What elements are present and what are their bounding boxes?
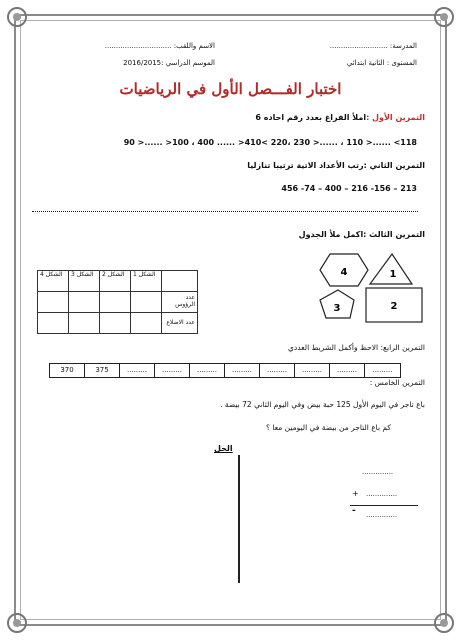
shape-number: 3 [333, 303, 341, 314]
school-year-label: الموسم الدراسي :2016/2015 [123, 59, 215, 67]
number-strip-cell[interactable]: ......... [260, 364, 295, 377]
operation-line[interactable]: .............. [362, 468, 394, 476]
table-answer-cell[interactable] [69, 313, 100, 334]
number-strip-cell[interactable]: ......... [155, 364, 190, 377]
exercise5-question-line: كم باع التاجر من بيضة في اليومين معا ؟ [265, 423, 391, 432]
exercise1-content: 118> ......< 110 ، ......< 230 ،220 >410< ...... 400 ، 100< ......< 90 [123, 138, 417, 147]
school-field: المدرسة: .......................... [329, 42, 417, 50]
shape-number: 4 [340, 267, 348, 278]
exercise1-heading [255, 113, 425, 123]
table-row-header: عدد الاضلاع [162, 313, 198, 334]
table-row-header: عدد الرؤوس [162, 292, 198, 313]
operation-result-line[interactable]: .............. [366, 511, 398, 519]
page-title: اختبار الفـــصل الأول في الرياضيات [119, 80, 342, 98]
corner-ornament-icon [429, 2, 459, 32]
level-label: المستوى : الثانية ابتدائي [346, 59, 417, 67]
plus-sign: + [352, 489, 359, 498]
name-field: الاسم واللقب: .............................. [104, 42, 215, 50]
exercise2-heading: التمرين الثاني :رتب الأعداد الاتية ترتيبا تنازليا [247, 161, 425, 170]
exercise3-heading: التمرين الثالث :اكمل ملأ الجدول [298, 230, 425, 239]
number-strip-cell: 370 [50, 364, 85, 377]
number-strip-cell[interactable]: ......... [372, 366, 393, 374]
solution-label: الحل [214, 444, 233, 453]
number-strip-cell[interactable]: ......... [225, 364, 260, 377]
minus-sign: - [352, 506, 356, 516]
corner-ornament-icon [429, 608, 459, 638]
table-answer-cell[interactable] [38, 292, 69, 313]
number-strip-cell[interactable]: ......... [330, 364, 365, 377]
table-answer-cell[interactable] [69, 292, 100, 313]
exercise4-heading: التمرين الرابع: الاحظ وأكمل الشريط العددي [288, 343, 425, 352]
table-answer-cell[interactable] [100, 292, 131, 313]
table-col-header: الشكل 3 [69, 271, 100, 292]
number-strip-cell[interactable]: ......... [120, 364, 155, 377]
table-answer-cell[interactable] [131, 292, 162, 313]
corner-ornament-icon [2, 608, 32, 638]
exercise2-content: 213 – 156- 216 – 400 – 74- 456 [281, 184, 417, 193]
solution-divider [238, 455, 240, 583]
number-strip-cell[interactable]: ......... [190, 364, 225, 377]
sum-line [350, 505, 418, 506]
shapes-table [37, 270, 198, 334]
operation-line[interactable]: .............. [366, 490, 398, 498]
table-answer-cell[interactable] [38, 313, 69, 334]
number-strip-cell: 375 [85, 364, 120, 377]
number-strip-cell[interactable]: ......... [295, 364, 330, 377]
table-col-header: الشكل 2 [100, 271, 131, 292]
exercise1-heading-label: التمرين الأول : [366, 113, 425, 122]
table-answer-cell[interactable] [100, 313, 131, 334]
shape-number: 2 [390, 301, 398, 312]
separator-dotted-line [32, 211, 418, 212]
table-col-header: الشكل 4 [38, 271, 69, 292]
shapes-figure [318, 252, 430, 334]
exercise5-heading: التمرين الخامس : [369, 378, 425, 387]
number-strip [49, 363, 401, 378]
exercise5-problem-line: باع تاجر في اليوم الأول 125 حبة بيض وفي اليوم الثاني 72 بيضة . [220, 400, 425, 409]
shape-number: 1 [389, 269, 397, 280]
exercise1-heading-text: املأ الفراغ بعدد رقم احاده 6 [255, 113, 367, 122]
table-corner-cell [162, 271, 198, 292]
table-col-header: الشكل 1 [131, 271, 162, 292]
corner-ornament-icon [2, 2, 32, 32]
table-answer-cell[interactable] [131, 313, 162, 334]
